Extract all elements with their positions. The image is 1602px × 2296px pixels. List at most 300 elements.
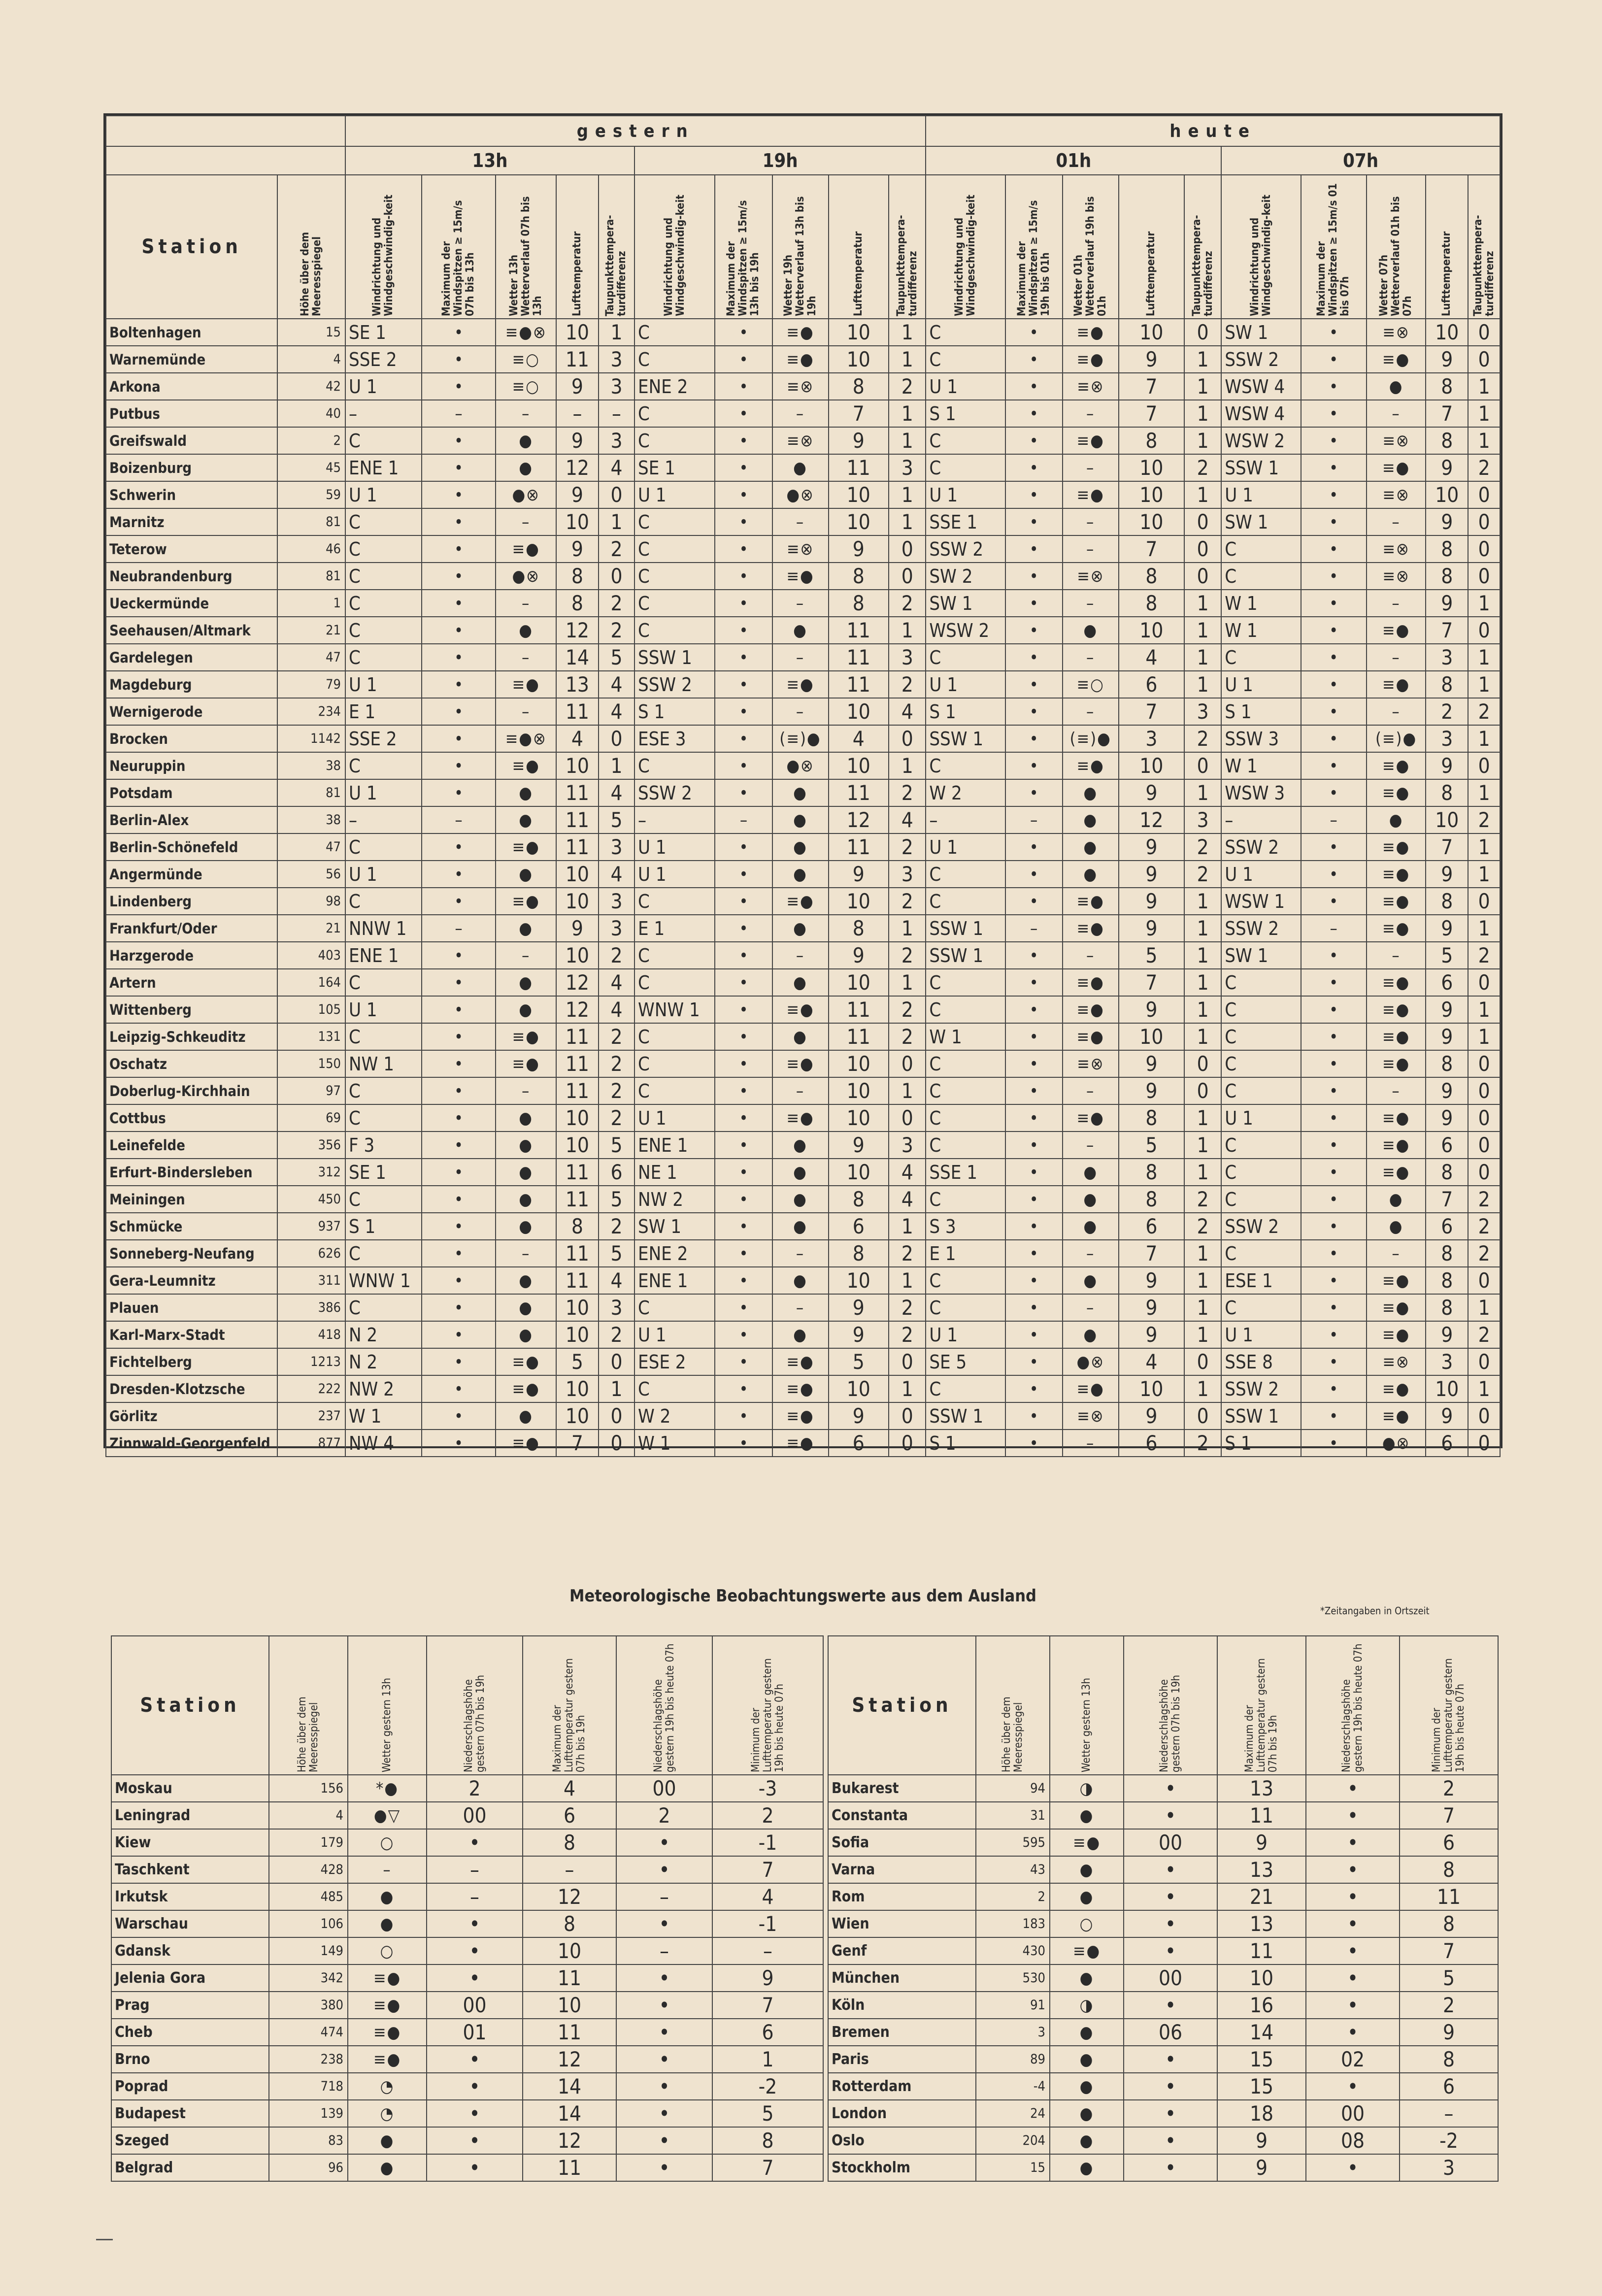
table-row	[106, 319, 1500, 346]
cell: •	[1005, 1430, 1063, 1457]
station-name: Frankfurt/Oder	[106, 915, 277, 942]
cell: •	[1005, 319, 1063, 346]
cell: –	[1367, 698, 1426, 725]
cell: ●	[496, 1104, 556, 1131]
cell: 11	[829, 996, 889, 1023]
table-row	[106, 861, 1500, 888]
cell: 4	[599, 779, 634, 806]
cell: 96	[269, 2154, 348, 2181]
cell: 0	[599, 481, 634, 508]
cell: •	[1301, 888, 1367, 915]
cell: 2	[889, 373, 926, 400]
cell: C	[345, 535, 422, 563]
group-heute: heute	[926, 116, 1500, 146]
cell: C	[926, 644, 1005, 671]
cell: 15	[1217, 2046, 1306, 2073]
cell: ●⊗	[1063, 1348, 1119, 1375]
cell: 0	[889, 535, 926, 563]
station-name: Warnemünde	[106, 346, 277, 373]
cell: 1	[1184, 1159, 1221, 1186]
cell: SSE 2	[345, 725, 422, 752]
table-row	[106, 915, 1500, 942]
cell: SSW 1	[926, 915, 1005, 942]
table-row	[106, 644, 1500, 671]
cell: WSW 4	[1221, 373, 1301, 400]
cell: 1	[889, 400, 926, 427]
cell: 4	[829, 725, 889, 752]
cell: 7	[1400, 1937, 1498, 1964]
cell: 14	[1217, 2019, 1306, 2046]
cell: •	[1301, 617, 1367, 644]
cell: 10	[556, 508, 599, 535]
cell: 0	[889, 1348, 926, 1375]
cell: 10	[1119, 481, 1184, 508]
cell: 8	[829, 563, 889, 590]
cell: ●	[496, 617, 556, 644]
cell: ≡●	[496, 1348, 556, 1375]
cell: C	[345, 969, 422, 996]
cell: C	[634, 942, 715, 969]
cell: 0	[1468, 319, 1500, 346]
cell: 5	[1426, 942, 1468, 969]
table-row	[106, 508, 1500, 535]
station-name: Brocken	[106, 725, 277, 752]
cell: S 1	[1221, 698, 1301, 725]
cell: •	[422, 969, 496, 996]
foreign-station-header: Station	[111, 1636, 269, 1775]
cell: 2	[1184, 861, 1221, 888]
cell: NE 1	[634, 1159, 715, 1186]
cell: 02	[1306, 2046, 1400, 2073]
station-name: Potsdam	[106, 779, 277, 806]
cell: 11	[556, 1050, 599, 1077]
cell: ≡●	[772, 346, 829, 373]
cell: U 1	[345, 481, 422, 508]
cell: 428	[269, 1856, 348, 1883]
cell: C	[1221, 1023, 1301, 1050]
cell: –	[496, 400, 556, 427]
cell: 8	[1426, 373, 1468, 400]
cell: 2	[976, 1883, 1050, 1910]
cell: C	[634, 1050, 715, 1077]
cell: 3	[599, 427, 634, 454]
cell: 4	[889, 1186, 926, 1213]
cell: 2	[712, 1802, 823, 1829]
cell: •	[715, 590, 772, 617]
cell: 0	[889, 1104, 926, 1131]
cell: 0	[1184, 752, 1221, 779]
station-name: Artern	[106, 969, 277, 996]
cell: C	[345, 1023, 422, 1050]
cell: 10	[1119, 1023, 1184, 1050]
cell: •	[616, 1829, 712, 1856]
table-row	[828, 1964, 1498, 1992]
cell: •	[715, 1131, 772, 1159]
cell: ≡●	[1367, 1050, 1426, 1077]
cell: 9	[829, 535, 889, 563]
table-row	[106, 888, 1500, 915]
table-row	[106, 563, 1500, 590]
cell: -2	[712, 2073, 823, 2100]
cell: 11	[523, 2154, 616, 2181]
cell: C	[926, 1104, 1005, 1131]
cell: ○	[1050, 1910, 1124, 1937]
cell: •	[1124, 1802, 1217, 1829]
table-row	[828, 2154, 1498, 2181]
cell: C	[634, 752, 715, 779]
cell: 183	[976, 1910, 1050, 1937]
cell: 3	[1426, 1348, 1468, 1375]
cell: 11	[829, 617, 889, 644]
cell: 11	[829, 644, 889, 671]
cell: 9	[1426, 346, 1468, 373]
cell: 2	[889, 833, 926, 861]
table-row	[111, 1910, 823, 1937]
cell: SSW 2	[1221, 833, 1301, 861]
station-name: Leipzig-Schkeuditz	[106, 1023, 277, 1050]
cell: 10	[523, 1937, 616, 1964]
cell: •	[715, 969, 772, 996]
cell: ●	[1063, 806, 1119, 833]
cell: 312	[277, 1159, 345, 1186]
cell: U 1	[345, 861, 422, 888]
cell: ●	[1050, 2019, 1124, 2046]
table-row	[106, 942, 1500, 969]
col-wind-5: Windrichtung und Windgeschwindig-keit	[634, 175, 715, 319]
cell: 4	[599, 454, 634, 481]
cell: •	[1301, 1023, 1367, 1050]
cell: ≡●	[1367, 861, 1426, 888]
cell: •	[715, 861, 772, 888]
cell: •	[1124, 1856, 1217, 1883]
cell: 9	[1119, 1402, 1184, 1430]
cell: –	[1063, 590, 1119, 617]
table-row	[111, 2046, 823, 2073]
cell: NW 2	[345, 1375, 422, 1402]
cell: ENE 1	[345, 454, 422, 481]
cell: 2	[889, 1321, 926, 1348]
cell: •	[715, 1375, 772, 1402]
table-row	[106, 1240, 1500, 1267]
cell: 6	[1426, 1131, 1468, 1159]
cell: •	[1124, 2100, 1217, 2127]
cell: W 2	[926, 779, 1005, 806]
cell: 81	[277, 563, 345, 590]
cell: SE 5	[926, 1348, 1005, 1375]
cell: C	[634, 590, 715, 617]
cell: 877	[277, 1430, 345, 1457]
cell: U 1	[926, 481, 1005, 508]
cell: 1142	[277, 725, 345, 752]
cell: SSW 1	[1221, 454, 1301, 481]
cell: 8	[1426, 888, 1468, 915]
table-row	[111, 2154, 823, 2181]
cell: 3	[889, 861, 926, 888]
cell: •	[422, 346, 496, 373]
cell: W 1	[1221, 617, 1301, 644]
station-name: Neuruppin	[106, 752, 277, 779]
cell: 3	[599, 888, 634, 915]
cell: 4	[889, 806, 926, 833]
cell: 3	[1426, 644, 1468, 671]
station-name: Sofia	[828, 1829, 976, 1856]
col-temp-18: Lufttemperatur	[1426, 175, 1468, 319]
table-row	[106, 373, 1500, 400]
cell: ●	[496, 1159, 556, 1186]
cell: •	[715, 996, 772, 1023]
cell: ●	[1063, 617, 1119, 644]
foreign-col-1: Wetter gestern 13h	[348, 1636, 427, 1775]
cell: 9	[1119, 346, 1184, 373]
cell: C	[345, 508, 422, 535]
cell: ≡●	[1367, 1023, 1426, 1050]
cell: •	[1005, 1267, 1063, 1294]
cell: 1	[1184, 400, 1221, 427]
cell: 8	[1426, 1050, 1468, 1077]
cell: ≡●	[1367, 1131, 1426, 1159]
cell: •	[1124, 1992, 1217, 2019]
cell: 1	[1184, 644, 1221, 671]
cell: •	[1005, 1077, 1063, 1104]
cell: 2	[1184, 1186, 1221, 1213]
cell: 11	[829, 1023, 889, 1050]
cell: •	[715, 1348, 772, 1375]
cell: ●	[1367, 806, 1426, 833]
cell: ≡●	[772, 1402, 829, 1430]
station-name: Doberlug-Kirchhain	[106, 1077, 277, 1104]
foreign-col-3: Maximum der Lufttemperatur gestern 07h bis 19h	[523, 1636, 616, 1775]
cell: •	[715, 1186, 772, 1213]
cell: C	[345, 1186, 422, 1213]
cell: •	[1005, 1186, 1063, 1213]
cell: 6	[829, 1430, 889, 1457]
cell: 2	[427, 1775, 523, 1802]
station-name: Wittenberg	[106, 996, 277, 1023]
cell: •	[715, 833, 772, 861]
cell: ≡○	[496, 346, 556, 373]
cell: •	[616, 2073, 712, 2100]
cell: •	[715, 671, 772, 698]
cell: 1	[889, 346, 926, 373]
cell: –	[1063, 1077, 1119, 1104]
station-name: Jelenia Gora	[111, 1964, 269, 1992]
cell: 2	[1426, 698, 1468, 725]
cell: 10	[829, 1375, 889, 1402]
cell: •	[422, 1159, 496, 1186]
cell: 8	[1426, 427, 1468, 454]
cell: C	[1221, 535, 1301, 563]
cell: •	[1301, 1104, 1367, 1131]
foreign-header-right	[828, 1636, 1498, 1775]
cell: 9	[1119, 1321, 1184, 1348]
foreign-col-2: Niederschlagshöhe gestern 07h bis 19h	[1124, 1636, 1217, 1775]
cell: ENE 1	[345, 942, 422, 969]
table-row	[106, 996, 1500, 1023]
cell: 9	[712, 1964, 823, 1992]
cell: –	[772, 1240, 829, 1267]
cell: 1	[1468, 1375, 1500, 1402]
cell: ENE 2	[634, 1240, 715, 1267]
cell: ≡⊗	[1063, 373, 1119, 400]
cell: NW 2	[634, 1186, 715, 1213]
cell: ≡●	[1063, 1375, 1119, 1402]
table-row	[106, 1213, 1500, 1240]
cell: ●	[772, 833, 829, 861]
cell: •	[616, 1856, 712, 1883]
table-row	[106, 535, 1500, 563]
cell: 10	[829, 969, 889, 996]
cell: 10	[829, 1104, 889, 1131]
cell: *●	[348, 1775, 427, 1802]
cell: 10	[1119, 319, 1184, 346]
cell: •	[715, 752, 772, 779]
cell: SSW 2	[1221, 915, 1301, 942]
cell: 12	[556, 969, 599, 996]
station-name: München	[828, 1964, 976, 1992]
cell: 11	[556, 779, 599, 806]
col-taupunkt-19: Taupunkttempera-turdifferenz	[1468, 175, 1500, 319]
table-row	[111, 2127, 823, 2154]
cell: –	[1400, 2100, 1498, 2127]
cell: SSW 2	[1221, 1375, 1301, 1402]
cell: 8	[1426, 779, 1468, 806]
cell: ●	[1063, 833, 1119, 861]
cell: 9	[1426, 996, 1468, 1023]
cell: 1	[277, 590, 345, 617]
cell: 00	[427, 1992, 523, 2019]
station-name: Plauen	[106, 1294, 277, 1321]
cell: ≡⊗	[1063, 563, 1119, 590]
cell: 98	[277, 888, 345, 915]
cell: 2	[889, 671, 926, 698]
cell: •	[1124, 1910, 1217, 1937]
table-row	[828, 1910, 1498, 1937]
cell: ●	[1050, 2127, 1124, 2154]
cell: 4	[523, 1775, 616, 1802]
cell: •	[715, 400, 772, 427]
station-name: Magdeburg	[106, 671, 277, 698]
cell: ≡●	[1367, 1267, 1426, 1294]
cell: 4	[599, 996, 634, 1023]
cell: •	[1005, 373, 1063, 400]
cell: ●	[772, 1186, 829, 1213]
cell: •	[427, 1910, 523, 1937]
cell: •	[1301, 1430, 1367, 1457]
cell: 10	[556, 752, 599, 779]
cell: •	[715, 1104, 772, 1131]
cell: 9	[556, 915, 599, 942]
cell: -2	[1400, 2127, 1498, 2154]
station-name: Prag	[111, 1992, 269, 2019]
table-row	[111, 2073, 823, 2100]
cell: C	[926, 969, 1005, 996]
cell: ●	[1050, 1856, 1124, 1883]
cell: •	[1005, 698, 1063, 725]
cell: 6	[1119, 1430, 1184, 1457]
cell: ≡●	[1367, 833, 1426, 861]
cell: 4	[269, 1802, 348, 1829]
cell: ●	[772, 1213, 829, 1240]
cell: SSW 3	[1221, 725, 1301, 752]
cell: •	[1005, 725, 1063, 752]
cell: SSW 2	[1221, 346, 1301, 373]
table-row	[106, 1050, 1500, 1077]
cell: ≡⊗	[1367, 319, 1426, 346]
cell: ●	[772, 1131, 829, 1159]
cell: 1	[599, 508, 634, 535]
col-temp-8: Lufttemperatur	[829, 175, 889, 319]
cell: •	[422, 833, 496, 861]
cell: 6	[1119, 1213, 1184, 1240]
cell: C	[345, 644, 422, 671]
cell: ENE 1	[634, 1131, 715, 1159]
cell: 9	[829, 942, 889, 969]
cell: •	[422, 779, 496, 806]
col-taupunkt-4: Taupunkttempera-turdifferenz	[599, 175, 634, 319]
cell: 21	[277, 617, 345, 644]
cell: 1	[1184, 590, 1221, 617]
cell: 9	[1119, 1267, 1184, 1294]
cell: •	[422, 617, 496, 644]
table-row	[111, 1992, 823, 2019]
cell: •	[1005, 1402, 1063, 1430]
cell: 1	[889, 427, 926, 454]
cell: 9	[1426, 590, 1468, 617]
cell: 0	[599, 1402, 634, 1430]
cell: 13	[1217, 1910, 1306, 1937]
cell: 1	[1468, 996, 1500, 1023]
cell: ●	[496, 779, 556, 806]
cell: 10	[556, 888, 599, 915]
cell: U 1	[345, 373, 422, 400]
cell: •	[715, 1240, 772, 1267]
cell: •	[1005, 1348, 1063, 1375]
cell: 1	[1184, 1267, 1221, 1294]
cell: 2	[599, 1213, 634, 1240]
cell: SW 1	[1221, 942, 1301, 969]
cell: 8	[1119, 1159, 1184, 1186]
cell: •	[1005, 346, 1063, 373]
cell: 2	[1468, 1321, 1500, 1348]
cell: ≡●	[496, 1375, 556, 1402]
cell: C	[926, 346, 1005, 373]
cell: –	[496, 644, 556, 671]
cell: –	[772, 1294, 829, 1321]
foreign-station-header: Station	[828, 1636, 976, 1775]
station-name: Brno	[111, 2046, 269, 2073]
cell: ○	[348, 1829, 427, 1856]
cell: –	[1063, 644, 1119, 671]
cell: 8	[829, 915, 889, 942]
station-name: Belgrad	[111, 2154, 269, 2181]
cell: 11	[556, 698, 599, 725]
cell: C	[634, 617, 715, 644]
cell: ●	[496, 1131, 556, 1159]
cell: 450	[277, 1186, 345, 1213]
station-name: Schmücke	[106, 1213, 277, 1240]
cell: •	[427, 1829, 523, 1856]
foreign-col-4: Niederschlagshöhe gestern 19h bis heute 07h	[616, 1636, 712, 1775]
cell: 0	[889, 1050, 926, 1077]
cell: 0	[1468, 1430, 1500, 1457]
cell: 150	[277, 1050, 345, 1077]
cell: 1	[1184, 617, 1221, 644]
cell: 2	[889, 1294, 926, 1321]
cell: 7	[712, 2154, 823, 2181]
station-name: Taschkent	[111, 1856, 269, 1883]
cell: 2	[599, 1050, 634, 1077]
cell: U 1	[926, 833, 1005, 861]
